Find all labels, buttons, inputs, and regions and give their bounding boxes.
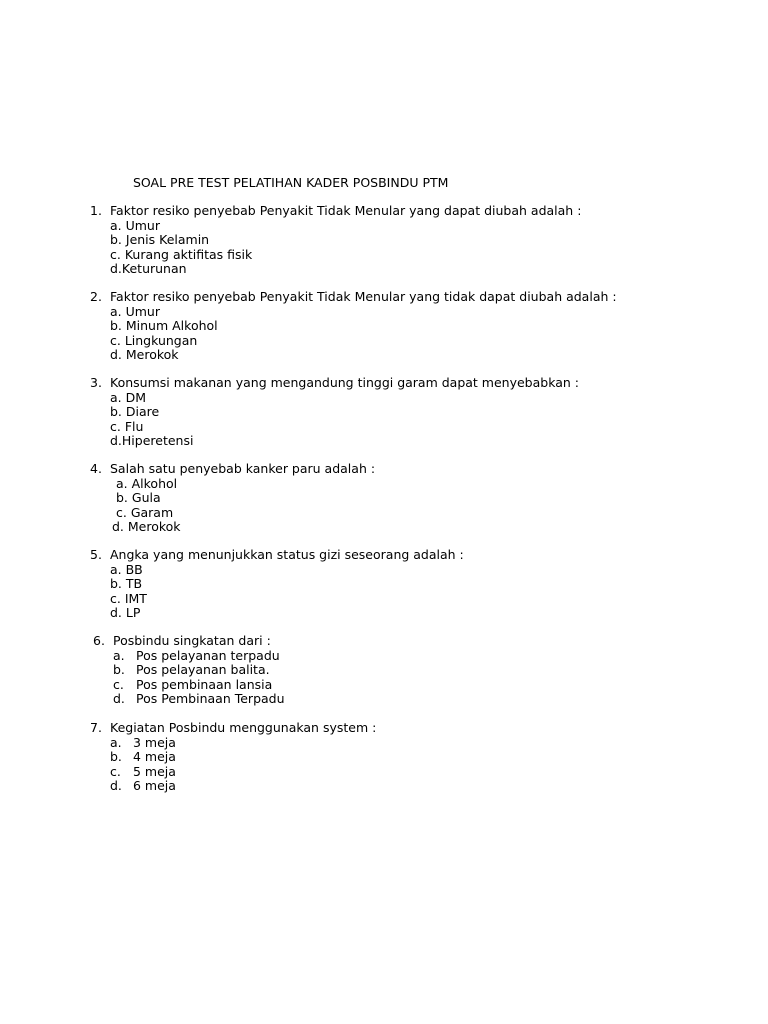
question-number: 3. bbox=[90, 375, 102, 390]
option-text: Pos Pembinaan Terpadu bbox=[136, 691, 285, 706]
option-a: a. Alkohol bbox=[116, 475, 178, 491]
option-d: d. Merokok bbox=[110, 347, 179, 362]
document-title: SOAL PRE TEST PELATIHAN KADER POSBINDU PTM bbox=[133, 175, 449, 190]
option-text: 4 meja bbox=[133, 749, 176, 764]
question-number: 6. bbox=[93, 633, 105, 648]
option-d: d. LP bbox=[110, 605, 141, 620]
option-letter: c. bbox=[113, 676, 124, 692]
question-text: Faktor resiko penyebab Penyakit Tidak Menular yang dapat diubah adalah : bbox=[110, 203, 582, 218]
question-text: Kegiatan Posbindu menggunakan system : bbox=[110, 720, 377, 735]
option-c: c. IMT bbox=[110, 590, 147, 606]
option-text: Pos pelayanan balita. bbox=[136, 662, 270, 677]
option-b: b. Jenis Kelamin bbox=[110, 232, 210, 247]
option-b: b. Diare bbox=[110, 404, 160, 419]
question-number: 2. bbox=[90, 289, 102, 304]
question-number: 5. bbox=[90, 547, 102, 562]
option-text: 6 meja bbox=[133, 778, 176, 793]
option-b: b. Minum Alkohol bbox=[110, 318, 218, 333]
option-a: a. Umur bbox=[110, 303, 160, 319]
option-letter: b. bbox=[113, 662, 125, 677]
question-number: 4. bbox=[90, 461, 102, 476]
option-a: a. DM bbox=[110, 389, 147, 405]
option-letter: a. bbox=[113, 647, 125, 663]
option-c: c. Kurang aktifitas fisik bbox=[110, 246, 253, 262]
question-text: Angka yang menunjukkan status gizi seseorang adalah : bbox=[110, 547, 464, 562]
option-letter: c. bbox=[110, 763, 121, 779]
question-text: Konsumsi makanan yang mengandung tinggi garam dapat menyebabkan : bbox=[110, 375, 580, 390]
option-b: b. TB bbox=[110, 576, 143, 591]
option-text: 5 meja bbox=[133, 763, 176, 779]
question-text: Faktor resiko penyebab Penyakit Tidak Menular yang tidak dapat diubah adalah : bbox=[110, 289, 617, 304]
option-text: Pos pelayanan terpadu bbox=[136, 647, 280, 663]
question-number: 1. bbox=[90, 203, 102, 218]
question-text: Salah satu penyebab kanker paru adalah : bbox=[110, 461, 376, 476]
option-a: a. BB bbox=[110, 561, 143, 577]
option-letter: a. bbox=[110, 734, 122, 750]
option-letter: b. bbox=[110, 749, 122, 764]
option-letter: d. bbox=[113, 691, 125, 706]
option-text: 3 meja bbox=[133, 734, 176, 750]
option-d: d. Merokok bbox=[112, 519, 181, 534]
question-text: Posbindu singkatan dari : bbox=[113, 633, 271, 648]
question-number: 7. bbox=[90, 720, 102, 735]
option-c: c. Flu bbox=[110, 418, 144, 434]
option-c: c. Lingkungan bbox=[110, 332, 198, 348]
option-text: Pos pembinaan lansia bbox=[136, 676, 273, 692]
option-b: b. Gula bbox=[116, 490, 161, 505]
option-d: d.Hiperetensi bbox=[110, 433, 194, 448]
option-c: c. Garam bbox=[116, 504, 174, 520]
option-d: d.Keturunan bbox=[110, 261, 187, 276]
option-letter: d. bbox=[110, 778, 122, 793]
option-a: a. Umur bbox=[110, 217, 160, 233]
